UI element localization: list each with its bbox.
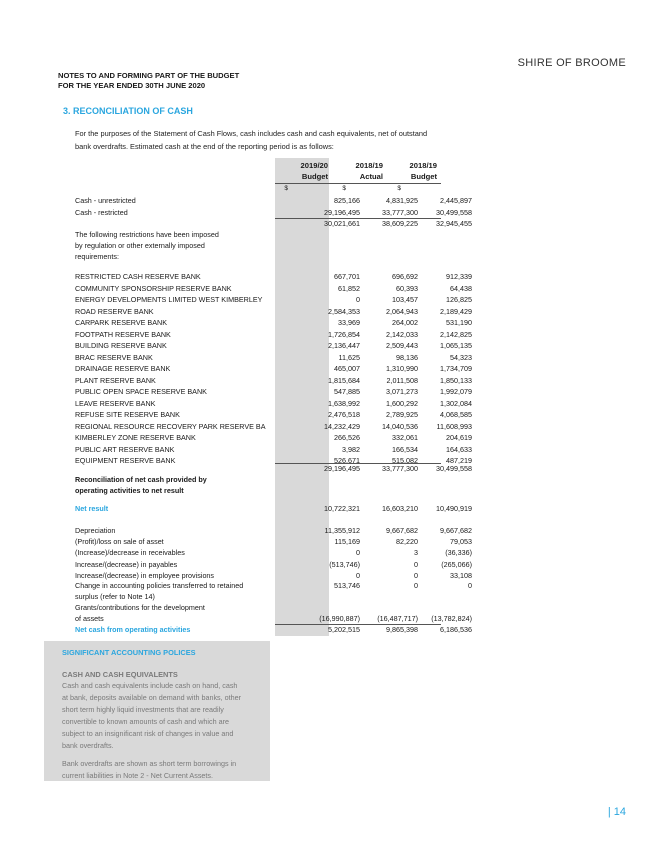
value-actual-2018-19: (16,487,717) [377, 614, 418, 623]
table-row [75, 294, 472, 305]
table-row [75, 271, 472, 282]
value-budget-2018-19: 487,219 [446, 456, 472, 465]
table-row [75, 421, 472, 432]
total-budget-2018-19: 32,945,455 [436, 219, 472, 228]
value-actual-2018-19: 82,220 [396, 537, 418, 547]
value-budget-2018-19: 2,142,825 [440, 329, 472, 339]
value-budget-2018-19: 11,608,993 [436, 421, 472, 431]
value-budget-2018-19: 1,734,709 [440, 364, 472, 373]
value-budget-2019-20: 29,196,495 [324, 208, 360, 217]
row-label: DRAINAGE RESERVE BANK [75, 364, 171, 373]
org-name: SHIRE OF BROOME [517, 57, 626, 69]
row-label-line: Change in accounting policies transferred to retained [75, 581, 244, 590]
row-label-line: of assets [75, 614, 104, 623]
total-actual-2018-19: 33,777,300 [382, 464, 418, 473]
value-actual-2018-19: 515,082 [392, 456, 418, 465]
value-budget-2018-19: (265,066) [441, 559, 472, 569]
row-label: Increase/(decrease) in employee provisions [75, 570, 215, 580]
row-label: Net cash from operating activities [75, 625, 191, 634]
row-label: EQUIPMENT RESERVE BANK [75, 456, 176, 465]
intro-paragraph [75, 127, 455, 153]
row-label: ENERGY DEVELOPMENTS LIMITED WEST KIMBERLEY [75, 295, 263, 304]
policy-paragraph [62, 758, 257, 782]
page-number: | 14 [607, 806, 626, 818]
value-actual-2018-19: 696,692 [392, 272, 418, 281]
policies-title: SIGNIFICANT ACCOUNTING POLICES [62, 648, 196, 657]
unit-label: $ [284, 185, 288, 192]
row-label: FOOTPATH RESERVE BANK [75, 329, 171, 339]
row-label: BRAC RESERVE BANK [75, 352, 153, 362]
value-actual-2018-19: 0 [414, 570, 418, 580]
table-row [75, 547, 472, 558]
value-actual-2018-19: 2,011,508 [386, 375, 418, 385]
value-actual-2018-19: 0 [414, 559, 418, 569]
notes-title-line: FOR THE YEAR ENDED 30TH JUNE 2020 [58, 81, 206, 90]
table-row [75, 306, 472, 317]
value-actual-2018-19: 2,142,033 [386, 329, 418, 339]
row-label: KIMBERLEY ZONE RESERVE BANK [75, 433, 196, 442]
value-actual-2018-19: 1,600,292 [386, 398, 418, 408]
total-actual-2018-19: 38,609,225 [382, 219, 418, 228]
table-row-total [75, 218, 472, 229]
row-label [75, 580, 285, 602]
value-budget-2019-20: 115,169 [334, 537, 360, 547]
notes-title-line: NOTES TO AND FORMING PART OF THE BUDGET [58, 71, 240, 80]
value-actual-2018-19: 0 [414, 581, 418, 590]
row-label: PUBLIC ART RESERVE BANK [75, 444, 175, 454]
value-actual-2018-19: 9,865,398 [386, 625, 418, 634]
reconciliation-heading [75, 474, 207, 496]
column-header-actual-2018-19 [323, 160, 383, 182]
value-actual-2018-19: 33,777,300 [382, 208, 418, 217]
column-header-year: 2019/20 [300, 161, 328, 170]
column-header-type: Actual [359, 172, 383, 181]
value-actual-2018-19: 16,603,210 [382, 504, 418, 513]
policy-paragraph [62, 680, 257, 752]
row-label: ROAD RESERVE BANK [75, 306, 154, 316]
value-budget-2018-19: 64,438 [450, 283, 472, 293]
value-actual-2018-19: 332,061 [392, 433, 418, 442]
restrictions-line: The following restrictions have been imposed [75, 230, 219, 239]
restrictions-line: by regulation or other externally imposed [75, 241, 205, 250]
row-label-line: surplus (refer to Note 14) [75, 592, 155, 601]
row-label: Net result [75, 504, 109, 513]
table-row [75, 207, 472, 218]
column-header-year: 2018/19 [409, 161, 437, 170]
value-actual-2018-19: 4,831,925 [386, 196, 418, 205]
row-label: (Profit)/loss on sale of asset [75, 537, 164, 547]
value-budget-2019-20: 0 [356, 570, 360, 580]
value-budget-2018-19: 1,302,084 [440, 398, 472, 408]
value-budget-2019-20: 11,355,912 [324, 526, 360, 535]
value-actual-2018-19: 98,136 [396, 352, 418, 362]
value-budget-2018-19: 2,445,897 [440, 196, 472, 205]
notes-title [58, 71, 239, 91]
value-budget-2019-20: 526,671 [334, 456, 360, 465]
value-budget-2019-20: 14,232,429 [324, 421, 360, 431]
value-budget-2019-20: 465,007 [334, 364, 360, 373]
table-row [75, 283, 472, 294]
value-budget-2018-19: 10,490,919 [436, 504, 472, 513]
table-row [75, 444, 472, 455]
table-row [75, 363, 472, 374]
row-label: REFUSE SITE RESERVE BANK [75, 410, 180, 419]
value-budget-2018-19: 79,053 [450, 537, 472, 547]
row-label: (Increase)/decrease in receivables [75, 548, 185, 558]
table-row [75, 409, 472, 420]
net-result-row [75, 503, 472, 514]
value-budget-2018-19: 30,499,558 [436, 208, 472, 217]
accounting-policies-box [44, 641, 270, 781]
row-label: LEAVE RESERVE BANK [75, 398, 156, 408]
row-label [75, 602, 275, 624]
value-budget-2019-20: 0 [356, 548, 360, 558]
header-rule [275, 183, 441, 184]
table-row [75, 317, 472, 328]
restrictions-text [75, 229, 219, 262]
change-accounting-row [75, 580, 472, 602]
column-header-type: Budget [301, 172, 328, 181]
row-label: CARPARK RESERVE BANK [75, 318, 168, 327]
value-budget-2018-19: 9,667,682 [440, 526, 472, 535]
intro-line: For the purposes of the Statement of Cash Flows, cash includes cash and cash equivalents, net of outstand [75, 129, 428, 138]
value-budget-2018-19: 2,189,429 [440, 306, 472, 316]
intro-line: bank overdrafts. Estimated cash at the end of the reporting period is as follows: [75, 142, 334, 151]
policy-line: at bank, deposits available on demand with banks, other [62, 693, 242, 702]
value-budget-2019-20: 547,885 [334, 387, 360, 396]
net-cash-row [75, 624, 472, 635]
value-budget-2018-19: 1,065,135 [440, 341, 472, 350]
restrictions-line: requirements: [75, 252, 119, 261]
value-budget-2019-20: 1,638,992 [328, 398, 360, 408]
value-budget-2019-20: 61,852 [338, 283, 360, 293]
table-row [75, 340, 472, 351]
table-row [75, 386, 472, 397]
value-budget-2019-20: 825,166 [334, 196, 360, 205]
value-budget-2018-19: 912,339 [446, 272, 472, 281]
value-budget-2019-20: 0 [356, 295, 360, 304]
row-label-line: Grants/contributions for the development [75, 603, 205, 612]
unit-label: $ [397, 185, 401, 192]
value-actual-2018-19: 264,002 [392, 318, 418, 327]
table-row [75, 559, 472, 570]
value-actual-2018-19: 9,667,682 [386, 526, 418, 535]
value-budget-2018-19: 4,068,585 [440, 410, 472, 419]
reconciliation-heading-line: Reconciliation of net cash provided by [75, 475, 207, 484]
policy-line: short term highly liquid investments that are readily [62, 705, 224, 714]
row-label: PUBLIC OPEN SPACE RESERVE BANK [75, 387, 207, 396]
value-budget-2018-19: 54,323 [450, 352, 472, 362]
value-budget-2019-20: 667,701 [334, 272, 360, 281]
grants-row [75, 602, 472, 624]
total-budget-2019-20: 29,196,495 [324, 464, 360, 473]
value-actual-2018-19: 2,064,943 [386, 306, 418, 316]
row-label: COMMUNITY SPONSORSHIP RESERVE BANK [75, 283, 232, 293]
column-header-type: Budget [410, 172, 437, 181]
table-row-total [75, 463, 472, 474]
value-budget-2019-20: (16,990,887) [319, 614, 360, 623]
policy-line: convertible to known amounts of cash and which are [62, 717, 230, 726]
value-budget-2018-19: 164,633 [446, 444, 472, 454]
value-budget-2019-20: 1,726,854 [328, 329, 360, 339]
table-row [75, 195, 472, 206]
value-actual-2018-19: 103,457 [392, 295, 418, 304]
unit-label: $ [342, 185, 346, 192]
row-label: REGIONAL RESOURCE RECOVERY PARK RESERVE BA [75, 421, 266, 431]
value-budget-2018-19: (36,336) [445, 548, 472, 558]
value-budget-2018-19: 531,190 [446, 318, 472, 327]
value-budget-2018-19: (13,782,824) [431, 614, 472, 623]
value-budget-2018-19: 126,825 [446, 295, 472, 304]
value-actual-2018-19: 1,310,990 [386, 364, 418, 373]
total-budget-2018-19: 30,499,558 [436, 464, 472, 473]
value-budget-2019-20: (513,746) [329, 559, 360, 569]
value-budget-2019-20: 2,476,518 [328, 410, 360, 419]
value-actual-2018-19: 2,509,443 [386, 341, 418, 350]
value-budget-2018-19: 33,108 [450, 570, 472, 580]
row-label: Increase/(decrease) in payables [75, 559, 178, 569]
policy-line: current liabilities in Note 2 - Net Current Assets. [62, 771, 213, 780]
row-label: PLANT RESERVE BANK [75, 375, 156, 385]
table-row [75, 432, 472, 443]
row-label: Cash - unrestricted [75, 196, 136, 205]
row-label: RESTRICTED CASH RESERVE BANK [75, 272, 201, 281]
value-budget-2019-20: 10,722,321 [324, 504, 360, 513]
value-actual-2018-19: 14,040,536 [382, 421, 418, 431]
table-row [75, 352, 472, 363]
value-actual-2018-19: 60,393 [396, 283, 418, 293]
column-header-budget-2018-19 [377, 160, 437, 182]
value-budget-2019-20: 11,625 [338, 352, 360, 362]
value-budget-2019-20: 2,584,353 [328, 306, 360, 316]
value-budget-2019-20: 266,526 [334, 433, 360, 442]
section-title: 3. RECONCILIATION OF CASH [63, 106, 193, 116]
value-actual-2018-19: 3 [414, 548, 418, 558]
total-budget-2019-20: 30,021,661 [324, 219, 360, 228]
value-budget-2019-20: 1,815,684 [328, 375, 360, 385]
value-budget-2019-20: 2,136,447 [328, 341, 360, 350]
column-header-budget-2019-20 [268, 160, 328, 182]
value-budget-2018-19: 1,992,079 [440, 387, 472, 396]
policy-line: Cash and cash equivalents include cash on hand, cash [62, 681, 238, 690]
table-row [75, 329, 472, 340]
policy-line: bank overdrafts. [62, 741, 114, 750]
column-header-year: 2018/19 [355, 161, 383, 170]
table-row [75, 375, 472, 386]
value-budget-2018-19: 204,619 [446, 433, 472, 442]
policy-line: Bank overdrafts are shown as short term borrowings in [62, 759, 237, 768]
value-budget-2018-19: 0 [468, 581, 472, 590]
value-actual-2018-19: 2,789,925 [386, 410, 418, 419]
row-label: BUILDING RESERVE BANK [75, 341, 167, 350]
reconciliation-heading-line: operating activities to net result [75, 486, 184, 495]
row-label: Depreciation [75, 526, 116, 535]
table-row [75, 398, 472, 409]
value-actual-2018-19: 166,534 [392, 444, 418, 454]
value-budget-2018-19: 6,186,536 [440, 625, 472, 634]
policy-line: subject to an insignificant risk of changes in value and [62, 729, 234, 738]
row-label: Cash - restricted [75, 208, 128, 217]
table-row [75, 536, 472, 547]
value-budget-2019-20: 513,746 [334, 581, 360, 590]
policies-subtitle: CASH AND CASH EQUIVALENTS [62, 670, 178, 679]
value-budget-2019-20: 5,202,515 [328, 625, 360, 634]
value-actual-2018-19: 3,071,273 [386, 387, 418, 396]
value-budget-2019-20: 33,969 [338, 318, 360, 327]
value-budget-2019-20: 3,982 [342, 444, 360, 454]
table-row [75, 525, 472, 536]
value-budget-2018-19: 1,850,133 [440, 375, 472, 385]
